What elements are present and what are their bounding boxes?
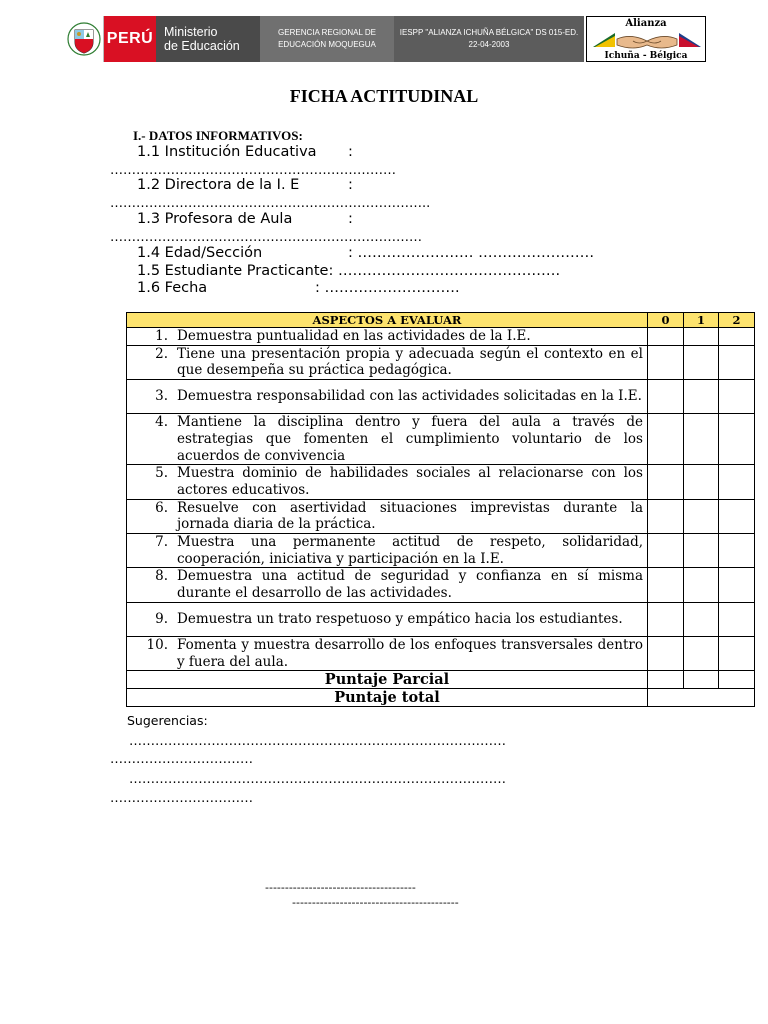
handshake-icon: [593, 29, 701, 51]
score-cell-2[interactable]: [719, 534, 755, 568]
score-cell-0[interactable]: [648, 602, 684, 636]
score-cell-1[interactable]: [684, 568, 719, 602]
score-cell-0[interactable]: [648, 380, 684, 414]
item-text: Muestra una permanente actitud de respeto, solidaridad, cooperación, iniciativa y participación en la I.E.: [177, 534, 643, 567]
table-row: [127, 499, 755, 533]
gerencia-line2: EDUCACIÓN MOQUEGUA: [278, 40, 376, 49]
score-cell-0[interactable]: [648, 636, 684, 670]
partial-score-cell-0[interactable]: [648, 671, 684, 689]
partial-score-cell-1[interactable]: [684, 671, 719, 689]
ministry-line2: de Educación: [164, 39, 240, 53]
field-directora: [137, 177, 353, 193]
alianza-logo-top-text: Alianza: [625, 18, 667, 29]
item-text: Demuestra responsabilidad con las actividades solicitadas en la I.E.: [177, 388, 642, 405]
field-label: 1.1 Institución Educativa: [137, 144, 317, 160]
score-cell-0[interactable]: [648, 414, 684, 465]
field-separator: : …………………… ……………………: [348, 245, 595, 261]
item-cell: [127, 345, 648, 379]
field-label: 1.4 Edad/Sección: [137, 245, 263, 261]
item-text: Demuestra un trato respetuoso y empático hacia los estudiantes.: [177, 610, 623, 627]
iespp-line1: IESPP "ALIANZA ICHUÑA BÉLGICA" DS 015-ED.: [399, 28, 579, 37]
score-cell-1[interactable]: [684, 636, 719, 670]
table-row: [127, 636, 755, 670]
item-cell: [127, 534, 648, 568]
item-cell: [127, 414, 648, 465]
item-text: Fomenta y muestra desarrollo de los enfoques transversales dentro y fuera del aula.: [177, 636, 643, 670]
evaluation-table: [126, 312, 755, 707]
table-row: [127, 380, 755, 414]
item-number: 10.: [146, 636, 168, 653]
score-cell-1[interactable]: [684, 465, 719, 499]
score-cell-0[interactable]: [648, 499, 684, 533]
gerencia-block: [260, 16, 394, 62]
peru-label: PERÚ: [106, 30, 154, 47]
score-header-0: 0: [648, 313, 684, 328]
section-heading: I.- DATOS INFORMATIVOS:: [133, 128, 303, 143]
score-cell-2[interactable]: [719, 465, 755, 499]
ministry-block: [156, 16, 260, 62]
score-header-2: 2: [719, 313, 755, 328]
field-label: 1.3 Profesora de Aula: [137, 211, 293, 227]
suggestions-line-1: ……………………………………………………………………………: [129, 734, 506, 749]
item-number: 8.: [155, 568, 168, 585]
item-number: 9.: [155, 610, 168, 627]
total-score-label: Puntaje total: [127, 689, 648, 707]
item-text: Demuestra puntualidad en las actividades de la I.E.: [177, 328, 531, 344]
table-row: [127, 602, 755, 636]
item-number: 3.: [155, 388, 168, 405]
table-header-aspects: ASPECTOS A EVALUAR: [127, 313, 648, 328]
item-cell: [127, 328, 648, 346]
signature-line-1: --------------------------------------: [265, 881, 416, 894]
partial-score-row: [127, 671, 755, 689]
score-cell-0[interactable]: [648, 568, 684, 602]
table-row: [127, 328, 755, 346]
field-institucion: [137, 144, 353, 160]
field-separator: :: [348, 211, 353, 227]
score-cell-2[interactable]: [719, 636, 755, 670]
table-row: [127, 568, 755, 602]
field-separator: :: [348, 144, 353, 160]
table-row: [127, 534, 755, 568]
item-number: 4.: [155, 414, 168, 431]
field-fecha: [137, 280, 460, 296]
item-text: Mantiene la disciplina dentro y fuera del aula a través de estrategias que fomenten el cumplimiento voluntario de los acuerdos de convivencia: [177, 414, 643, 464]
table-row: [127, 414, 755, 465]
item-cell: [127, 636, 648, 670]
item-text: Tiene una presentación propia y adecuada según el contexto en el que desempeña su práctica pedagógica.: [177, 345, 643, 379]
signature-line-2: ------------------------------------------: [292, 896, 459, 909]
iespp-line2: 22-04-2003: [468, 40, 510, 49]
field-label: 1.6 Fecha: [137, 280, 208, 296]
suggestions-line-3: ……………………………………………………………………………: [129, 772, 506, 787]
score-cell-0[interactable]: [648, 345, 684, 379]
total-score-cell[interactable]: [648, 689, 755, 707]
score-cell-1[interactable]: [684, 345, 719, 379]
suggestions-label: Sugerencias:: [127, 713, 208, 728]
suggestions-line-2: ……………………………: [110, 752, 253, 767]
score-cell-1[interactable]: [684, 328, 719, 346]
item-cell: [127, 499, 648, 533]
item-text: Muestra dominio de habilidades sociales al relacionarse con los actores educativos.: [177, 465, 643, 498]
peru-coat-of-arms-logo: [64, 16, 104, 62]
score-cell-2[interactable]: [719, 499, 755, 533]
field-separator: :: [348, 177, 353, 193]
field-directora-fill: ………………………………………………………………..: [110, 196, 431, 211]
ministry-line1: Ministerio: [164, 25, 218, 39]
item-number: 7.: [155, 534, 168, 551]
item-number: 5.: [155, 465, 168, 482]
score-header-1: 1: [684, 313, 719, 328]
field-separator: : ……………………….: [315, 280, 460, 296]
partial-score-label: Puntaje Parcial: [127, 671, 648, 689]
item-text: Resuelve con asertividad situaciones imprevistas durante la jornada diaria de la práctica.: [177, 499, 643, 533]
score-cell-2[interactable]: [719, 328, 755, 346]
score-cell-2[interactable]: [719, 380, 755, 414]
table-row: [127, 465, 755, 499]
score-cell-1[interactable]: [684, 414, 719, 465]
score-cell-1[interactable]: [684, 534, 719, 568]
page-title: FICHA ACTITUDINAL: [289, 86, 479, 106]
item-cell: [127, 465, 648, 499]
score-cell-2[interactable]: [719, 602, 755, 636]
item-number: 6.: [155, 499, 168, 516]
suggestions-line-4: ……………………………: [110, 791, 253, 806]
score-cell-2[interactable]: [719, 414, 755, 465]
item-cell: [127, 568, 648, 602]
score-cell-1[interactable]: [684, 499, 719, 533]
peru-brand-block: [104, 16, 156, 62]
alianza-logo-bottom-text: Ichuña - Bélgica: [604, 51, 688, 61]
field-estudiante: 1.5 Estudiante Practicante: ……………………………………….: [137, 263, 561, 279]
table-header-row: [127, 313, 755, 328]
table-row: [127, 345, 755, 379]
item-text: Demuestra una actitud de seguridad y confianza en sí misma durante el desarrollo de las actividades.: [177, 568, 643, 602]
score-cell-0[interactable]: [648, 465, 684, 499]
field-institucion-fill: …………………………………………………………: [110, 163, 396, 178]
score-cell-2[interactable]: [719, 568, 755, 602]
score-cell-1[interactable]: [684, 380, 719, 414]
coat-of-arms-icon: [64, 16, 104, 62]
item-number: 2.: [155, 345, 168, 362]
field-label: 1.2 Directora de la I. E: [137, 177, 300, 193]
gerencia-line1: GERENCIA REGIONAL DE: [278, 28, 376, 37]
item-number: 1.: [155, 328, 168, 344]
total-score-row: [127, 689, 755, 707]
alianza-logo: [586, 16, 706, 62]
field-profesora: [137, 211, 353, 227]
score-cell-0[interactable]: [648, 534, 684, 568]
item-cell: [127, 602, 648, 636]
iespp-block: [394, 16, 584, 62]
score-cell-2[interactable]: [719, 345, 755, 379]
partial-score-cell-2[interactable]: [719, 671, 755, 689]
score-cell-1[interactable]: [684, 602, 719, 636]
field-profesora-fill: ………………………………………………………………: [110, 230, 422, 245]
item-cell: [127, 380, 648, 414]
field-edad-seccion: [137, 245, 595, 261]
score-cell-0[interactable]: [648, 328, 684, 346]
